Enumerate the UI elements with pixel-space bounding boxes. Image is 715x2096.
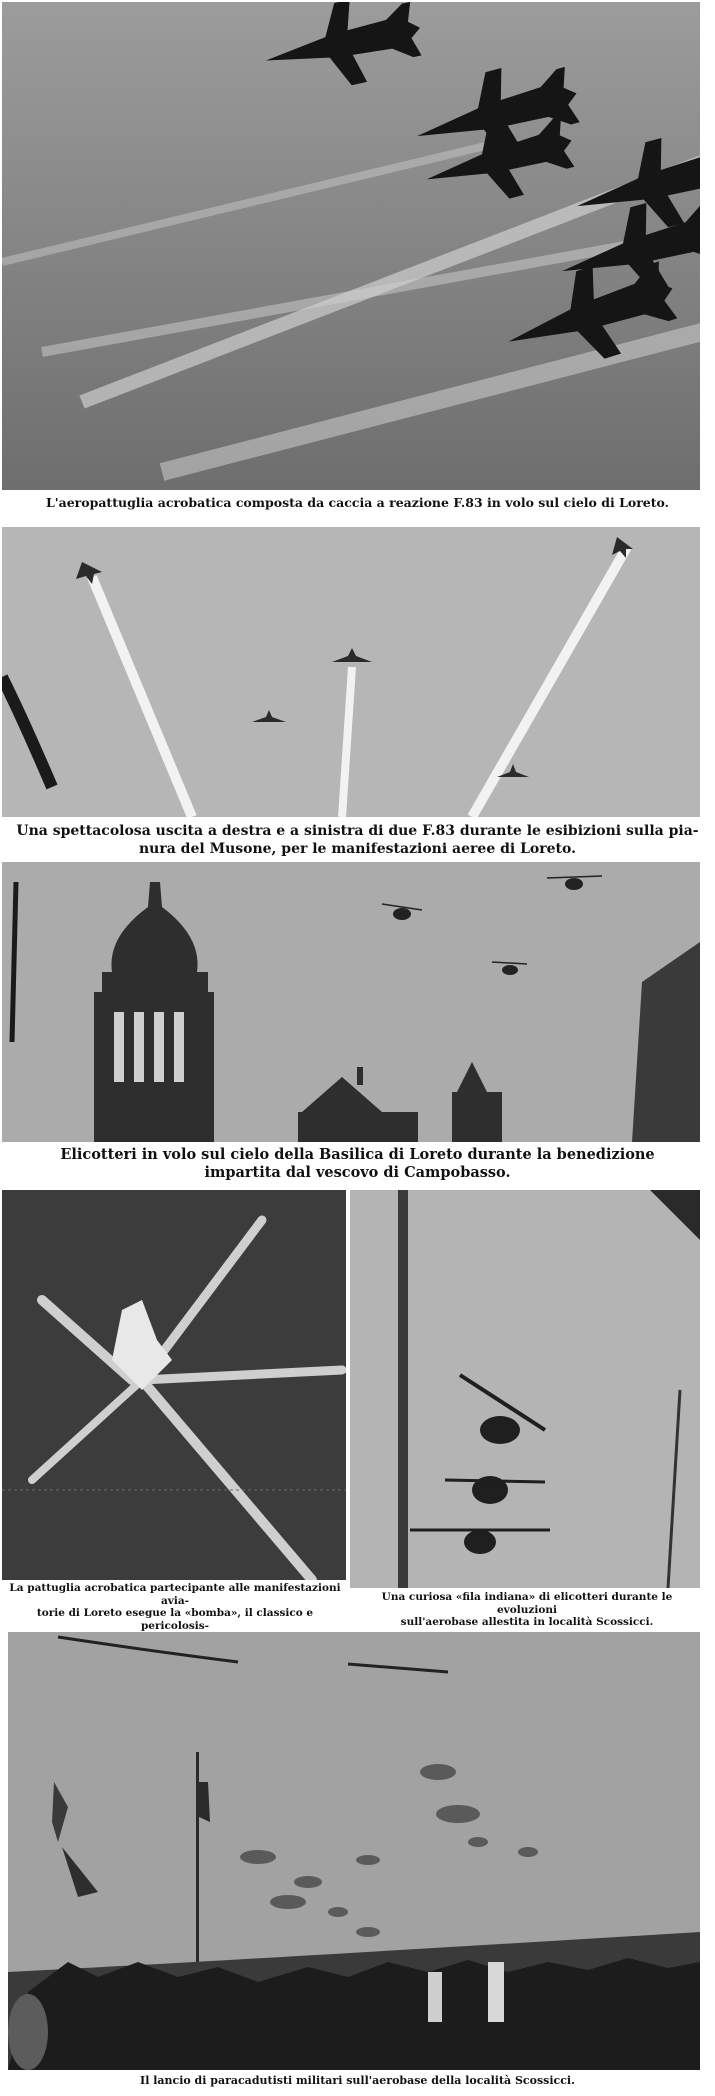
photo-basilica-helicopters	[2, 862, 700, 1142]
crowd	[8, 1958, 700, 2070]
caption-3: Elicotteri in volo sul cielo della Basilica di Loreto durante la benedizione impartita dal vescovo di Campobasso.	[60, 1146, 655, 1182]
helicopter-2	[565, 878, 583, 890]
caption-5: Una curiosa «fila indiana» di elicotteri durante le evoluzioni sull'aerobase allestita in località Scossicci.	[381, 1591, 673, 1629]
photo-paratroopers	[8, 1632, 700, 2070]
helicopter-rear	[464, 1530, 496, 1554]
photo-jet-formation	[2, 2, 700, 490]
caption-2: Una spettacolosa uscita a destra e a sinistra di due F.83 durante le esibizioni sulla pia- nura del Musone, per le manifestazioni aeree di Loreto.	[16, 823, 699, 857]
helicopter-1	[393, 908, 411, 920]
caption-6: Il lancio di paracadutisti militari sull'aerobase della località Scossicci.	[140, 2074, 575, 2087]
caption-4: La pattuglia acrobatica partecipante alle manifestazioni avia- torie di Loreto esegue la «bomba», il classico e pericolosis-	[9, 1582, 341, 1632]
photo-f83-split	[2, 527, 700, 817]
photo-acrobatic-bomb	[2, 1190, 346, 1580]
photo-helicopter-file	[350, 1190, 700, 1588]
helicopter-lead	[480, 1416, 520, 1444]
helicopter-3	[502, 965, 518, 975]
caption-1: L'aeropattuglia acrobatica composta da caccia a reazione F.83 in volo sul cielo di Loreto.	[46, 495, 669, 510]
